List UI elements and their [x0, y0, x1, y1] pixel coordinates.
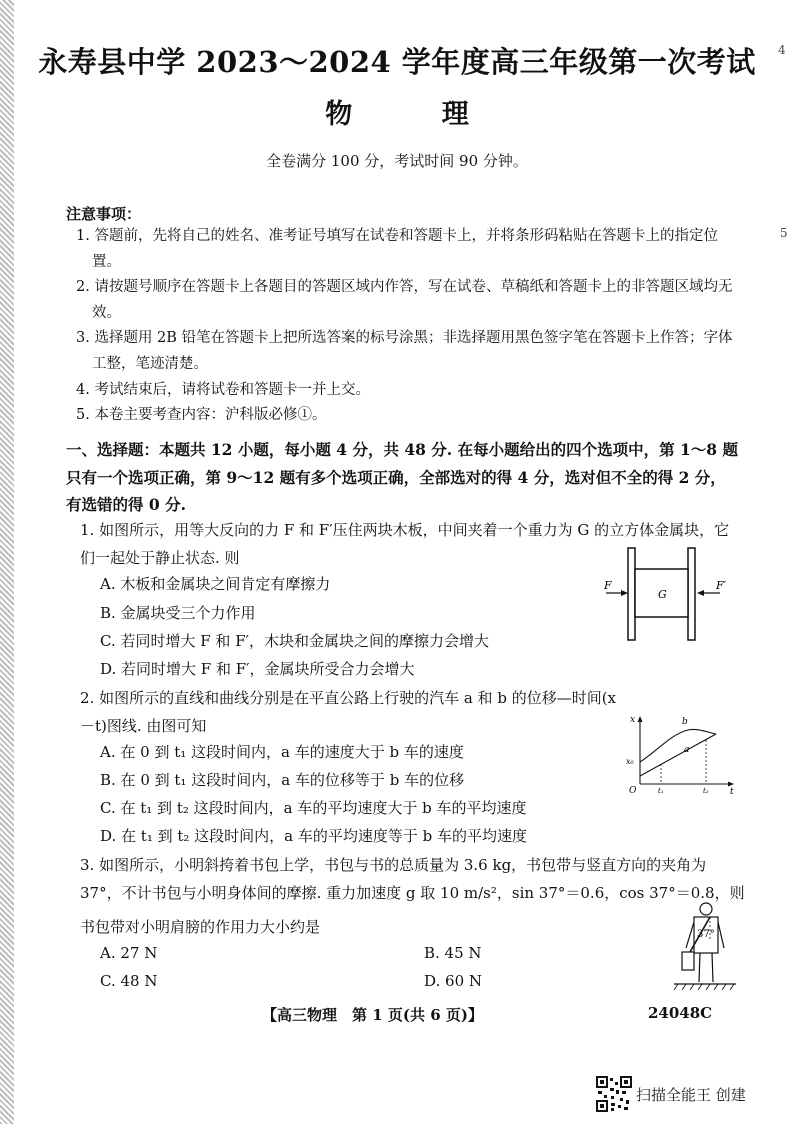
backpack-icon — [682, 952, 694, 970]
line-a-label: a — [684, 745, 690, 755]
q1-option-a: A. 木板和金属块之间肯定有摩擦力 — [100, 575, 331, 593]
right-board — [688, 548, 695, 640]
arrow-left-icon — [697, 590, 704, 596]
q3-option-a: A. 27 N — [100, 944, 158, 962]
q1-figure — [600, 544, 740, 644]
angle-label: 37° — [697, 929, 715, 940]
q1-option-d: D. 若同时增大 F 和 F′，金属块所受合力会增大 — [100, 660, 415, 678]
curve-b — [640, 729, 716, 762]
scanner-watermark: 扫描全能王 创建 — [636, 1086, 746, 1104]
block-label: G — [658, 588, 667, 601]
q3-figure-student — [672, 900, 738, 992]
t2-label: t₂ — [703, 787, 709, 794]
line-a — [640, 734, 716, 776]
curve-b-label: b — [682, 717, 688, 727]
paper-code: 24048C — [648, 1004, 713, 1022]
margin-mark: 5 — [780, 226, 788, 240]
qr-code-icon — [596, 1076, 632, 1112]
notice-item: 5. 本卷主要考查内容：沪科版必修①。 — [76, 407, 327, 424]
t-axis-label: t — [730, 787, 734, 794]
notice-list — [76, 220, 736, 429]
exam-meta: 全卷满分 100 分，考试时间 90 分钟。 — [266, 152, 528, 170]
margin-mark: 4 — [778, 43, 786, 57]
q2-option-d: D. 在 t₁ 到 t₂ 这段时间内，a 车的平均速度等于 b 车的平均速度 — [100, 827, 528, 845]
q2-option-b: B. 在 0 到 t₁ 这段时间内，a 车的位移等于 b 车的位移 — [100, 771, 465, 789]
x-axis-label: x — [630, 715, 636, 725]
question-3-stem-line3: 书包带对小明肩膀的作用力大小约是 — [80, 918, 321, 936]
q1-option-c: C. 若同时增大 F 和 F′，木块和金属块之间的摩擦力会增大 — [100, 632, 490, 650]
notice-item: 2. 请按题号顺序在答题卡上各题目的答题区域内作答，写在试卷、草稿纸和答题卡上的非答题区域均无效。 — [76, 279, 733, 321]
x0-label: x₀ — [626, 757, 634, 766]
page-footer: 【高三物理 第 1 页(共 6 页)】 — [262, 1006, 483, 1024]
origin-label: O — [629, 786, 637, 794]
subject-title: 物 理 — [325, 99, 509, 130]
question-3-stem-line1: 3. 如图所示，小明斜挎着书包上学，书包与书的总质量为 3.6 kg，书包带与竖直方向的夹角为 — [80, 856, 707, 874]
q3-option-b: B. 45 N — [424, 944, 482, 962]
question-3-stem-line2: 37°，不计书包与小明身体间的摩擦. 重力加速度 g 取 10 m/s²，sin 37°＝0.6，cos 37°＝0.8，则 — [80, 884, 745, 902]
q3-option-c: C. 48 N — [100, 972, 158, 990]
notice-item: 1. 答题前，先将自己的姓名、准考证号填写在试卷和答题卡上，并将条形码粘贴在答题卡上的指定位置。 — [76, 228, 718, 270]
left-board — [628, 548, 635, 640]
q2-option-c: C. 在 t₁ 到 t₂ 这段时间内，a 车的平均速度大于 b 车的平均速度 — [100, 799, 527, 817]
force-f-prime-label: F′ — [716, 579, 727, 592]
notice-heading: 注意事项： — [66, 205, 142, 223]
exam-title: 永寿县中学 2023～2024 学年度高三年级第一次考试 — [38, 45, 756, 79]
t1-label: t₁ — [658, 787, 664, 794]
section-instructions: 一、选择题：本题共 12 小题，每小题 4 分，共 48 分. 在每小题给出的四个选项中，第 1～8 题只有一个选项正确，第 9～12 题有多个选项正确，全部选对的得 4 分，选对但不全的得 2 分，有选错的得 0 分. — [66, 440, 738, 514]
question-2-stem: 2. 如图所示的直线和曲线分别是在平直公路上行驶的汽车 a 和 b 的位移—时间(x－t)图线. 由图可知 — [80, 689, 617, 735]
head-icon — [700, 903, 712, 915]
q2-option-a: A. 在 0 到 t₁ 这段时间内，a 车的速度大于 b 车的速度 — [100, 743, 464, 761]
q3-option-d: D. 60 N — [424, 972, 483, 990]
q1-option-b: B. 金属块受三个力作用 — [100, 604, 256, 622]
notice-item: 3. 选择题用 2B 铅笔在答题卡上把所选答案的标号涂黑；非选择题用黑色签字笔在答题卡上作答；字体工整，笔迹清楚。 — [76, 330, 733, 372]
force-f-label: F — [604, 579, 612, 592]
notice-item: 4. 考试结束后，请将试卷和答题卡一并上交。 — [76, 381, 370, 398]
q2-xt-graph — [626, 712, 738, 794]
arrow-right-icon — [621, 590, 628, 596]
question-1-stem: 1. 如图所示，用等大反向的力 F 和 F′压住两块木板，中间夹着一个重力为 G 的立方体金属块，它们一起处于静止状态. 则 — [80, 521, 730, 567]
